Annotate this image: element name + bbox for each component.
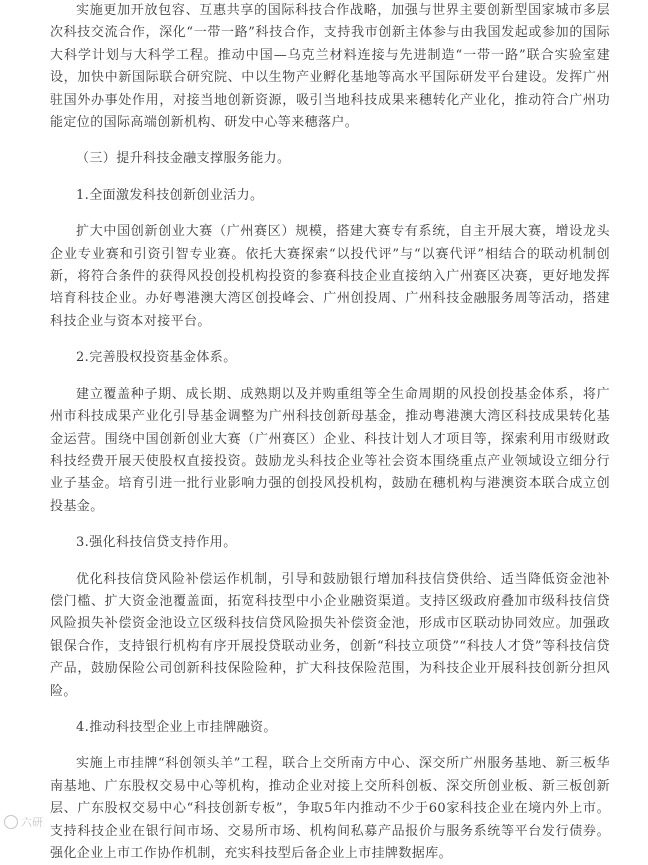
- paragraph-innovation-contest: 扩大中国创新创业大赛（广州赛区）规模，搭建大赛专有系统，自主开展大赛，增设龙头企业专业赛和引资引智专业赛。依托大赛探索“以投代评”与“以赛代评”相结合的联动机制创新，将符合条件的获得风投创投机构投资的参赛科技企业直接纳入广州赛区决赛，更好地发挥培育科技企业。办好粤港澳大湾区创投峰会、广州创投周、广州科技金融服务周等活动，搭建科技企业与资本对接平台。: [50, 224, 610, 329]
- paragraph-listing-financing: 实施上市挂牌“科创领头羊”工程，联合上交所南方中心、深交所广州服务基地、新三板华南基地、广东股权交易中心等机构，推动企业对接上交所科创板、深交所创业板、新三板创新层、广东股权交易中心“科技创新专板”，争取5年内推动不少于60家科技企业在境内外上市。支持科技企业在银行间市场、交易所市场、机构间私募产品报价与服务系统等平台发行债券。强化企业上市工作协作机制，充实科技型后备企业上市挂牌数据库。: [50, 756, 610, 861]
- document-body: [50, 0, 610, 865]
- watermark: [4, 814, 43, 830]
- paragraph-international-cooperation: 实施更加开放包容、互惠共享的国际科技合作战略，加强与世界主要创新型国家城市多层次科技交流合作，深化“一带一路”科技合作，支持我市创新主体参与由我国发起或参加的国际大科学计划与大科学工程。推动中国—乌克兰材料连接与先进制造“一带一路”联合实验室建设，加快中新国际联合研究院、中以生物产业孵化基地等高水平国际研发平台建设。发挥广州驻国外办事处作用，对接当地创新资源，吸引当地科技成果来穗转化产业化，推动符合广州功能定位的国际高端创新机构、研发中心等来穗落户。: [50, 3, 610, 131]
- subheading-listing-financing: 4.推动科技型企业上市挂牌融资。: [76, 719, 277, 735]
- watermark-text: 六研: [21, 816, 43, 829]
- subheading-tech-credit: 3.强化科技信贷支持作用。: [76, 535, 237, 551]
- paragraph-tech-credit: 优化科技信贷风险补偿运作机制，引导和鼓励银行增加科技信贷供给、适当降低资金池补偿门槛、扩大资金池覆盖面，拓宽科技型中小企业融资渠道。支持区级政府叠加市级科技信贷风险损失补偿资金池设立区级科技信贷风险损失补偿资金池，形成市区联动协同效应。加强政银保合作，支持银行机构有序开展投贷联动业务，创新“科技立项贷”“科技人才贷”等科技信贷产品，鼓励保险公司创新科技保险险种，扩大科技保险范围，为科技企业开展科技创新分担风险。: [50, 571, 610, 699]
- subheading-equity-fund: 2.完善股权投资基金体系。: [76, 350, 237, 366]
- section-heading-tech-finance: （三）提升科技金融支撑服务能力。: [76, 151, 291, 167]
- subheading-innovation-vitality: 1.全面激发科技创新创业活力。: [76, 187, 264, 203]
- paragraph-equity-fund: 建立覆盖种子期、成长期、成熟期以及并购重组等全生命周期的风投创投基金体系，将广州市科技成果产业化引导基金调整为广州科技创新母基金，推动粤港澳大湾区科技成果转化基金运营。围绕中国创新创业大赛（广州赛区）企业、科技计划人才项目等，探索利用市级财政科技经费开展天使股权直接投资。鼓励龙头科技企业等社会资本围绕重点产业领域设立细分行业子基金。培育引进一批行业影响力强的创投风投机构，鼓励在穗机构与港澳资本联合成立创投基金。: [50, 386, 610, 514]
- watermark-logo-icon: [4, 815, 18, 829]
